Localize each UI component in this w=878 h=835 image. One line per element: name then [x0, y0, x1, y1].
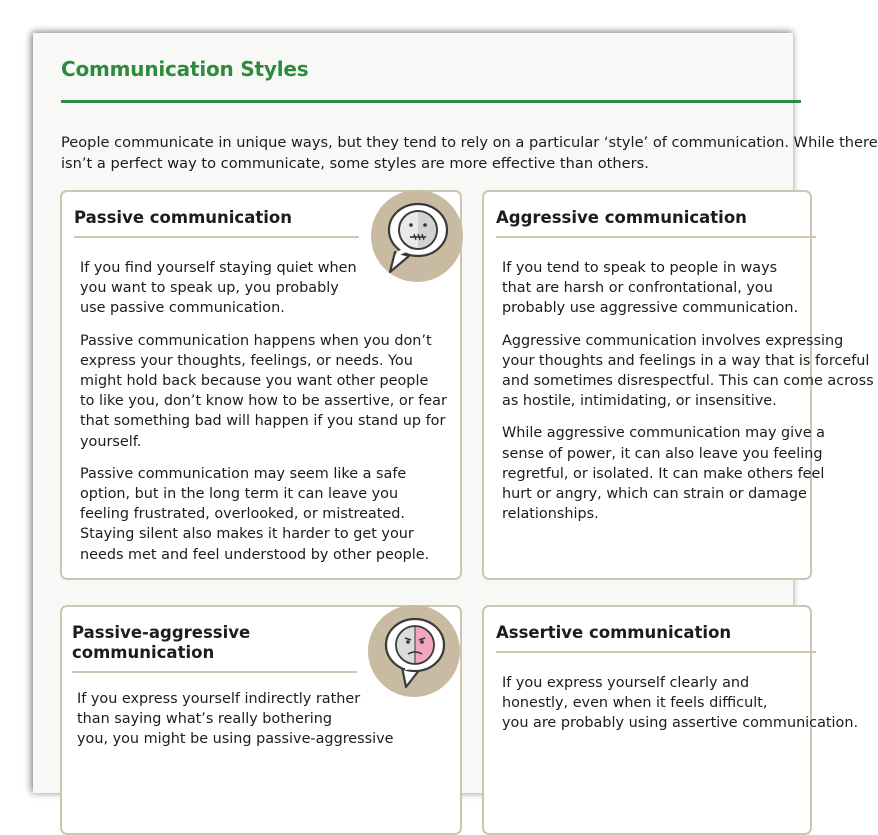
- passive-aggressive-speech-bubble-icon: [368, 605, 460, 697]
- page-title: Communication Styles: [61, 57, 309, 81]
- text-line: If you express yourself indirectly rather: [77, 691, 361, 707]
- text-line: sense of power, it can also leave you feeling: [502, 445, 823, 462]
- text-line: use passive communication.: [80, 300, 285, 317]
- text-line: yourself.: [80, 433, 142, 450]
- card-aggressive-communication: [482, 190, 874, 580]
- paragraph: [502, 331, 874, 412]
- text-line: Staying silent also makes it harder to get your: [80, 526, 414, 543]
- speech-bubble-face-icon: [368, 605, 460, 697]
- card-body: [77, 689, 394, 762]
- card-body: [80, 258, 447, 577]
- text-line: as hostile, intimidating, or insensitive.: [502, 393, 777, 410]
- passive-speech-bubble-icon: [371, 190, 463, 282]
- text-line: that something bad will happen if you stand up for: [80, 413, 446, 430]
- speech-bubble-face-icon: [371, 190, 463, 282]
- text-line: that are harsh or confrontational, you: [502, 280, 773, 297]
- paragraph: [77, 689, 394, 750]
- text-line: probably use aggressive communication.: [502, 300, 799, 317]
- text-line: you, you might be using passive-aggressive: [77, 731, 394, 748]
- intro-text: [61, 132, 878, 174]
- card-heading-rule: [496, 651, 816, 653]
- text-line: your thoughts and feelings in a way that is forceful: [502, 352, 870, 369]
- intro-line: People communicate in unique ways, but they tend to rely on a particular ‘style’ of communication. While there: [61, 134, 878, 151]
- text-line: express your thoughts, feelings, or needs. You: [80, 352, 413, 369]
- card-heading: Aggressive communication: [496, 208, 747, 227]
- card-heading: Assertive communication: [496, 623, 732, 642]
- card-assertive-communication: [482, 605, 859, 835]
- paragraph: [502, 258, 874, 319]
- text-line: Passive communication may seem like a safe: [80, 465, 407, 482]
- paragraph: [80, 331, 447, 452]
- text-line: feeling frustrated, overlooked, or mistreated.: [80, 506, 405, 523]
- text-line: than saying what’s really bothering: [77, 711, 333, 728]
- card-heading-rule: [496, 236, 816, 238]
- paragraph: [80, 464, 447, 565]
- paragraph: [502, 673, 858, 734]
- card-heading: Passive communication: [74, 208, 292, 227]
- text-line: While aggressive communication may give a: [502, 425, 825, 442]
- text-line: and sometimes disrespectful. This can come across: [502, 373, 874, 390]
- text-line: Aggressive communication involves expressing: [502, 332, 844, 349]
- text-line: relationships.: [502, 506, 599, 523]
- text-line: option, but in the long term it can leave you: [80, 486, 399, 503]
- text-line: you want to speak up, you probably: [80, 280, 339, 297]
- text-line: If you tend to speak to people in ways: [502, 260, 778, 276]
- heading-line: Passive-aggressive: [72, 623, 251, 642]
- intro-line: isn’t a perfect way to communicate, some styles are more effective than others.: [61, 155, 649, 172]
- text-line: Passive communication happens when you don’t: [80, 332, 432, 349]
- card-body: [502, 258, 874, 536]
- card-heading-rule: [74, 236, 359, 238]
- card-heading: [72, 623, 250, 663]
- card-body: [502, 673, 858, 746]
- text-line: honestly, even when it feels difficult,: [502, 695, 768, 712]
- text-line: If you express yourself clearly and: [502, 675, 750, 691]
- text-line: might hold back because you want other people: [80, 373, 429, 390]
- text-line: regretful, or isolated. It can make others feel: [502, 465, 825, 482]
- heading-line: communication: [72, 643, 215, 662]
- card-heading-rule: [72, 671, 357, 673]
- text-line: to like you, don’t know how to be assertive, or fear: [80, 393, 447, 410]
- text-line: needs met and feel understood by other people.: [80, 546, 430, 563]
- title-divider: [61, 100, 801, 103]
- text-line: hurt or angry, which can strain or damage: [502, 486, 807, 503]
- text-line: you are probably using assertive communication.: [502, 715, 859, 732]
- text-line: If you find yourself staying quiet when: [80, 260, 357, 276]
- worksheet-page: [33, 33, 878, 793]
- paragraph: [502, 423, 874, 524]
